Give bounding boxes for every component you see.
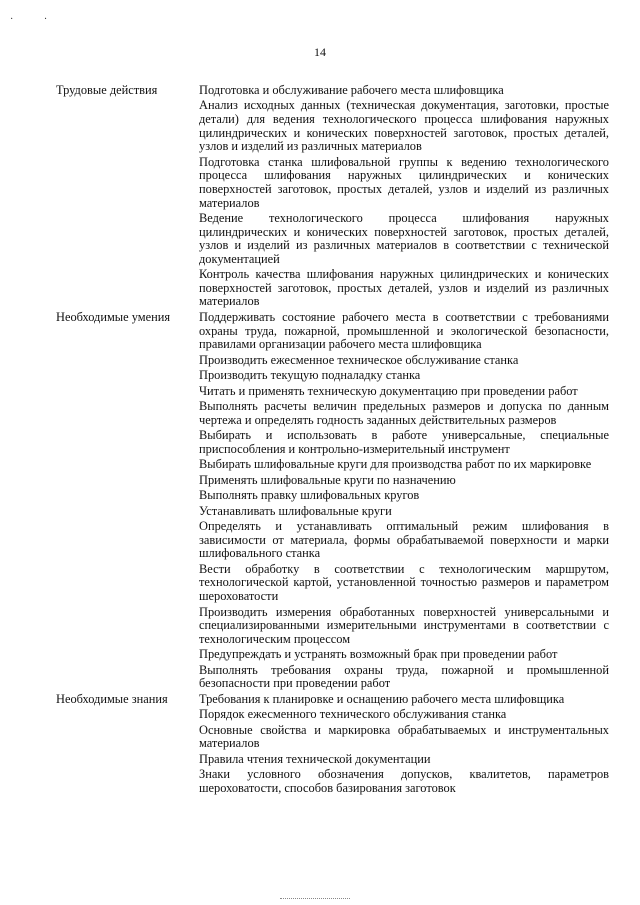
section-item: Читать и применять техническую документацию при проведении работ: [199, 383, 578, 398]
section-item: Выбирать и использовать в работе универсальные, специальные приспособления и контрольно-измерительный инструмент: [199, 428, 609, 456]
section-row: [56, 693, 609, 798]
section-item: Выполнять правку шлифовальных кругов: [199, 488, 420, 503]
section-item: Производить измерения обработанных поверхностей универсальными и специализированными измерительными инструментами в соответствии с технологическим процессом: [199, 604, 609, 646]
section-item: Производить текущую подналадку станка: [199, 368, 421, 383]
bottom-divider: [280, 898, 350, 899]
section-item: Поддерживать состояние рабочего места в соответствии с требованиями охраны труда, пожарной, промышленной и экологической безопасности, правилами организации рабочего места шлифовщика: [199, 309, 609, 352]
section-items: [199, 84, 609, 311]
requirements-table: [56, 84, 609, 797]
section-label: Необходимые знания: [56, 691, 168, 706]
section-item: Подготовка станка шлифовальной группы к ведению технологического процесса шлифования наружных цилиндрических и конических поверхностей заготовок, простых деталей, узлов и изделий из различных материалов: [199, 154, 609, 210]
section-items: [199, 311, 609, 693]
corner-marks: · ·: [10, 14, 62, 25]
section-item: Основные свойства и маркировка обрабатываемых и инструментальных материалов: [199, 722, 609, 751]
section-item: Контроль качества шлифования наружных цилиндрических и конических поверхностей заготовок, простых деталей, узлов и изделий из различных материалов: [199, 267, 609, 309]
section-items: [199, 693, 609, 798]
section-item: Правила чтения технической документации: [199, 751, 431, 766]
section-row: [56, 311, 609, 693]
section-item: Анализ исходных данных (техническая документация, заготовки, простые детали) для ведения технологического процесса шлифования наружных цилиндрических и конических поверхностей заготовок, простых деталей, узлов и изделий из различных материалов: [199, 98, 609, 154]
section-item: Применять шлифовальные круги по назначению: [199, 472, 456, 487]
section-row: [56, 84, 609, 311]
section-item: Выбирать шлифовальные круги для производства работ по их маркировке: [199, 457, 592, 472]
section-item: Устанавливать шлифовальные круги: [199, 503, 392, 518]
section-label: Трудовые действия: [56, 83, 158, 97]
page-number: 14: [314, 45, 326, 59]
section-item: Подготовка и обслуживание рабочего места шлифовщика: [199, 83, 504, 97]
section-item: Порядок ежесменного технического обслуживания станка: [199, 707, 507, 722]
section-item: Вести обработку в соответствии с технологическим маршрутом, технологической картой, установленной точностью размеров и параметром шероховатости: [199, 561, 609, 604]
section-item: Выполнять требования охраны труда, пожарной и промышленной безопасности при проведении работ: [199, 662, 609, 691]
section-item: Ведение технологического процесса шлифования наружных цилиндрических и конических поверхностей заготовок, простых деталей, узлов и изделий из различных материалов в соответствии с технической документацией: [199, 211, 609, 266]
section-item: Определять и устанавливать оптимальный режим шлифования в зависимости от материала, формы обрабатываемой поверхности и марки шлифовального станка: [199, 519, 609, 561]
section-label: Необходимые умения: [56, 309, 171, 324]
section-item: Выполнять расчеты величин предельных размеров и допуска по данным чертежа и определять годность заданных действительных размеров: [199, 399, 609, 427]
section-item: Предупреждать и устранять возможный брак при проведении работ: [199, 647, 558, 662]
section-item: Требования к планировке и оснащению рабочего места шлифовщика: [199, 691, 565, 706]
section-item: Производить ежесменное техническое обслуживание станка: [199, 352, 519, 367]
section-item: Знаки условного обозначения допусков, квалитетов, параметров шероховатости, способов базирования заготовок: [199, 767, 609, 795]
